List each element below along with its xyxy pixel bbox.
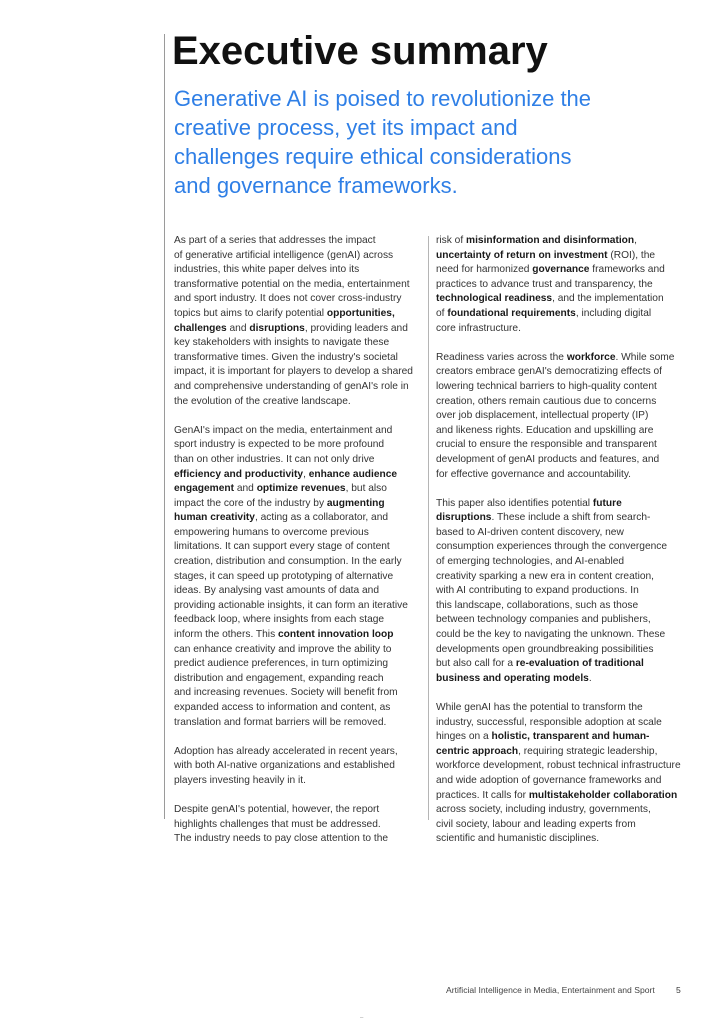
paragraph-gap [436,336,682,351]
page-subtitle: Generative AI is poised to revolutionize the creative process, yet its impact and challenges require ethical considerations and governance frameworks. [174,86,592,198]
body-text: developments open groundbreaking possibilities [436,643,654,655]
body-text: empowering humans to overcome previous [174,526,369,538]
body-text: , and the implementation [552,293,664,305]
body-text: , providing leaders and [304,322,408,334]
body-text: and wide adoption of governance frameworks and [436,774,662,786]
body-text: The industry needs to pay close attention to the [174,833,389,845]
body-text: between technology companies and publishers, [436,614,651,626]
text-line [174,818,420,833]
body-text: and comprehensive understanding of genAI's role in [174,380,409,392]
text-line [174,234,420,249]
text-line [174,570,420,585]
text-line [436,716,682,731]
body-text: sport industry is expected to be more profound [174,439,385,451]
body-text: topics but aims to clarify potential [174,307,327,319]
body-text: this landscape, collaborations, such as those [436,599,639,611]
body-text: . While some [615,351,675,363]
body-column-right [436,234,682,847]
text-line [436,409,682,424]
body-text: , but also [345,483,387,495]
text-line [436,803,682,818]
text-line [436,278,682,293]
body-text: workforce development, robust technical infrastructure [436,760,681,772]
text-line [436,307,682,322]
text-line [174,468,420,483]
body-text: and [234,483,257,495]
page-number: 5 [676,985,681,995]
text-line [174,438,420,453]
body-text: feedback loop, where insights from each stage [174,614,385,626]
text-line [436,380,682,395]
body-text: Adoption has already accelerated in recent years, [174,745,398,757]
bottom-mark: – [360,1015,364,1021]
text-line [174,643,420,658]
paragraph-gap [174,409,420,424]
text-line [436,759,682,774]
body-text: While genAI has the potential to transform the [436,702,643,713]
text-line [436,497,682,512]
text-line [174,613,420,628]
body-text: , [634,235,637,246]
body-text: practices to advance trust and transparency, the [436,278,653,290]
body-text: , requiring strategic leadership, [518,745,658,757]
text-line [174,628,420,643]
emphasized-text: multistakeholder collaboration [528,789,678,801]
body-text: , [303,468,309,480]
body-text: and likeness rights. Education and upskilling are [436,424,654,436]
body-text: development of genAI products and features, and [436,453,660,465]
emphasized-text: governance [532,264,590,276]
body-text: As part of a series that addresses the impact [174,235,376,246]
text-line [436,657,682,672]
body-text: with both AI-native organizations and established [174,760,395,772]
text-line [174,424,420,439]
body-text: translation and format barriers will be removed. [174,716,387,728]
body-text: practices. It calls for [436,789,529,801]
emphasized-text: business and operating models [436,672,589,684]
text-line [174,584,420,599]
body-text: providing actionable insights, it can form an iterative [174,599,408,611]
emphasized-text: opportunities, [326,307,395,319]
emphasized-text: holistic, transparent and human- [491,731,650,743]
text-line [174,453,420,468]
text-line [174,803,420,818]
text-line [174,249,420,264]
text-line [174,759,420,774]
text-line [174,497,420,512]
body-text: predict audience preferences, in turn optimizing [174,658,389,670]
body-text: transformative potential on the media, entertainment [174,278,410,290]
page-title: Executive summary [172,29,548,73]
body-text: (ROI), the [607,249,656,261]
body-text: can enhance creativity and improve the ability to [174,643,392,655]
body-text: Readiness varies across the [436,351,567,363]
body-text: industry, successful, responsible adoption at scale [436,716,662,728]
text-line [174,365,420,380]
paragraph-gap [436,482,682,497]
emphasized-text: uncertainty of return on investment [436,249,608,261]
text-line [174,482,420,497]
text-line [174,701,420,716]
emphasized-text: augmenting [326,497,385,509]
text-line [174,555,420,570]
body-text: transformative times. Given the industry's societal [174,351,398,363]
text-line [436,395,682,410]
body-text: , including digital [575,307,652,319]
emphasized-text: optimize revenues [256,483,346,495]
text-line [436,774,682,789]
body-text: Despite genAI's potential, however, the report [174,804,380,816]
text-line [436,351,682,366]
footer-publication-title: Artificial Intelligence in Media, Entertainment and Sport [446,985,655,995]
text-line [174,395,420,410]
body-text: creativity sparking a new era in content creation, [436,570,655,582]
body-text: need for harmonized [436,264,533,276]
text-line [174,322,420,337]
body-text: of generative artificial intelligence (genAI) across [174,249,394,261]
text-line [174,511,420,526]
text-line [174,686,420,701]
body-text: frameworks and [589,264,665,276]
column-divider [428,236,429,820]
text-line [174,832,420,847]
text-line [436,511,682,526]
body-text: distribution and engagement, expanding reach [174,672,384,684]
emphasized-text: enhance audience [308,468,398,480]
body-text: lowering technical barriers to high-quality content [436,380,657,392]
text-line [436,584,682,599]
body-text: stages, it can speed up prototyping of alternative [174,570,394,582]
body-text: hinges on a [436,731,492,743]
body-text: could be the key to navigating the unknown. These [436,629,666,641]
text-line [174,336,420,351]
emphasized-text: human creativity [174,512,255,524]
text-line [436,570,682,585]
body-text: risk of [436,235,467,246]
paragraph-gap [174,730,420,745]
body-text: industries, this white paper delves into its [174,264,360,276]
emphasized-text: challenges [174,322,227,334]
paragraph-gap [174,789,420,804]
body-text: for effective governance and accountability. [436,468,632,480]
emphasized-text: foundational requirements [447,307,576,319]
body-text: and sport industry. It does not cover cross-industry [174,293,402,305]
text-line [436,672,682,687]
body-text: . These include a shift from search- [491,512,651,524]
body-text: GenAI's impact on the media, entertainment and [174,424,393,436]
text-line [436,365,682,380]
page-left-rule [164,34,165,819]
body-text: with AI contributing to expand productions. In [436,585,639,597]
emphasized-text: technological readiness [436,293,553,305]
emphasized-text: centric approach [436,745,519,757]
text-line [174,716,420,731]
body-text: creation, others remain cautious due to concerns [436,395,657,407]
text-line [436,555,682,570]
emphasized-text: workforce [566,351,616,363]
text-line [436,453,682,468]
body-text: , acting as a collaborator, and [254,512,389,524]
text-line [174,292,420,307]
text-line [174,526,420,541]
text-line [436,263,682,278]
body-column-left [174,234,420,847]
emphasized-text: engagement [174,483,235,495]
emphasized-text: future [592,497,622,509]
text-line [174,278,420,293]
text-line [436,599,682,614]
text-line [436,701,682,716]
text-line [436,292,682,307]
text-line [436,438,682,453]
text-line [174,263,420,278]
body-text: across society, including industry, governments, [436,804,651,816]
text-line [174,657,420,672]
body-text: limitations. It can support every stage of content [174,541,390,553]
body-text: civil society, labour and leading experts from [436,818,636,830]
body-text: scientific and humanistic disciplines. [436,833,600,845]
body-text: creation, distribution and consumption. In the early [174,556,402,568]
text-line [174,774,420,789]
body-text: highlights challenges that must be addressed. [174,818,381,830]
text-line [174,540,420,555]
emphasized-text: disruptions [436,512,492,524]
body-text: players investing heavily in it. [174,774,306,786]
text-line [436,424,682,439]
text-line [436,818,682,833]
body-text: . [588,672,592,684]
text-line [174,380,420,395]
text-line [174,307,420,322]
body-text: crucial to ensure the responsible and transparent [436,439,657,451]
body-text: based to AI-driven content discovery, new [436,526,624,538]
emphasized-text: disruptions [249,322,305,334]
emphasized-text: efficiency and productivity [174,468,304,480]
body-text: impact, it is important for players to develop a shared [174,366,413,378]
text-line [436,730,682,745]
body-text: over job displacement, intellectual property (IP) [436,410,649,422]
body-text: inform the others. This [174,629,278,641]
text-line [436,540,682,555]
emphasized-text: content innovation loop [278,629,394,641]
text-line [436,628,682,643]
text-line [174,745,420,760]
body-text: the evolution of the creative landscape. [174,395,351,407]
text-line [436,322,682,337]
text-line [436,526,682,541]
body-text: creators embrace genAI's democratizing effects of [436,366,662,378]
body-text: of emerging technologies, and AI-enabled [436,556,625,568]
body-text: This paper also identifies potential [436,497,593,509]
body-text: impact the core of the industry by [174,497,327,509]
emphasized-text: misinformation and disinformation [466,235,635,246]
text-line [436,468,682,483]
emphasized-text: re-evaluation of traditional [515,658,644,670]
text-line [436,832,682,847]
paragraph-gap [436,686,682,701]
body-text: consumption experiences through the convergence [436,541,668,553]
body-text: expanded access to information and content, as [174,702,391,713]
text-line [436,643,682,658]
body-text: core infrastructure. [436,322,521,334]
body-text: than on other industries. It can not only drive [174,453,375,465]
text-line [436,745,682,760]
text-line [174,599,420,614]
body-text: of [436,307,448,319]
text-line [436,234,682,249]
body-text: and [226,322,250,334]
text-line [174,351,420,366]
text-line [436,789,682,804]
text-line [436,249,682,264]
body-text: but also call for a [436,658,516,670]
text-line [436,613,682,628]
body-text: ideas. By analysing vast amounts of data and [174,585,380,597]
text-line [174,672,420,687]
body-text: and increasing revenues. Society will benefit from [174,687,398,699]
body-text: key stakeholders with insights to navigate these [174,337,390,349]
